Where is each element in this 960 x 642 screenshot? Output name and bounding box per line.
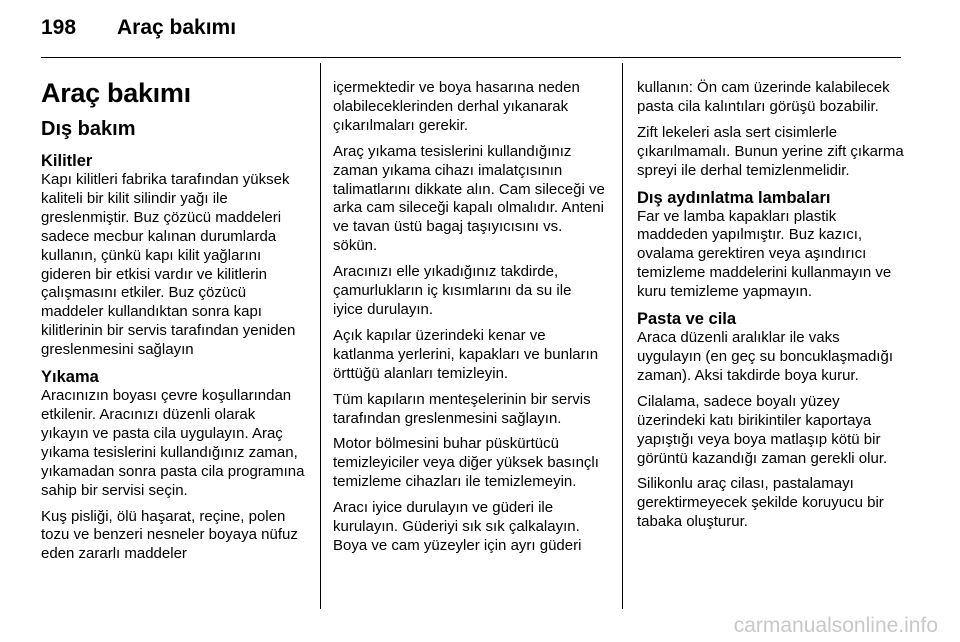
paragraph-col2-3: Aracınızı elle yıkadığınız takdirde, çamurlukların iç kısımlarını da su ile iyice durulayın. [333, 263, 572, 318]
paragraph-polish-3: Silikonlu araç cilası, pastalamayı gerektirmeyecek şekilde koruyucu bir tabaka oluşturur. [637, 475, 884, 531]
header-rule [41, 57, 901, 58]
paragraph-col2-2: Araç yıkama tesislerini kullandığınız zaman yıkama cihazı imalatçısının talimatlarını dikkate alın. Cam sileceği ve arka cam sileceği kapalı olmalıdır. Anteni ve tavan üstü bagaj taşıyıcısını vs. sökün. [333, 142, 605, 255]
column-1 [41, 63, 306, 571]
paragraph-lamps: Far ve lamba kapakları plastik maddeden yapılmıştır. Buz kazıcı, ovalama gerektiren veya aşındırıcı temizleme maddelerini kullanmayın ve kuru temizleme yapmayın. [637, 207, 892, 301]
section-title: Dış bakım [41, 118, 136, 140]
column-divider-2 [622, 63, 623, 609]
chapter-title: Araç bakımı [41, 78, 191, 108]
paragraph-col3-1: kullanın: Ön cam üzerinde kalabilecek pasta cila kalıntıları görüşü bozabilir. [637, 79, 890, 115]
column-2 [333, 63, 605, 563]
watermark: carmanualsonline.info [733, 614, 938, 637]
paragraph-yikama-1: Aracınızın boyası çevre koşullarından etkilenir. Aracınızı düzenli olarak yıkayın ve pasta cila uygulayın. Araç yıkama tesislerini kullandığınız zaman, yıkamadan sonra pasta cila programına sahip bir servisi seçin. [41, 387, 305, 499]
paragraph-col2-1: içermektedir ve boya hasarına neden olabileceklerinden derhal yıkanarak çıkarılmaları gerekir. [333, 79, 580, 134]
running-title: Araç bakımı [117, 16, 237, 39]
heading-kilitler: Kilitler [41, 152, 93, 170]
paragraph-polish-2: Cilalama, sadece boyalı yüzey üzerindeki katı birikintiler kaportaya yapıştığı veya boya matlaşıp kötü bir görüntü kazandığı zaman gerekli olur. [637, 392, 888, 467]
paragraph-col2-7: Aracı iyice durulayın ve güderi ile kurulayın. Güderiyi sık sık çalkalayın. Boya ve cam yüzeyler için ayrı güderi [333, 499, 582, 554]
paragraph-col2-5: Tüm kapıların menteşelerinin bir servis tarafından greslenmesini sağlayın. [333, 390, 591, 427]
paragraph-col3-2: Zift lekeleri asla sert cisimlerle çıkarılmamalı. Bunun yerine zift çıkarma spreyi ile derhal temizlenmelidir. [637, 123, 904, 179]
paragraph-yikama-2: Kuş pisliği, ölü haşarat, reçine, polen tozu ve benzeri nesneler boyaya nüfuz eden zararlı maddeler [41, 507, 298, 563]
paragraph-col2-4: Açık kapılar üzerindeki kenar ve katlanma yerlerini, kapakları ve bunların örttüğü alanları temizleyin. [333, 326, 599, 382]
column-3 [637, 63, 907, 539]
page-number: 198 [41, 16, 77, 39]
paragraph-kilitler: Kapı kilitleri fabrika tarafından yüksek kaliteli bir kilit silindir yağı ile greslenmiştir. Buz çözücü maddeleri sadece mecbur kalınan durumlarda kullanın, çünkü kapı kilit yağlarını gideren bir etkisi vardır ve kilitlerin çalışmasını etkiler. Buz çözücü maddeler kullandıktan sonra kapı kilitlerinin bir servis tarafından yeniden greslenmesini sağlayın [41, 171, 296, 359]
heading-polish: Pasta ve cila [637, 310, 737, 329]
heading-lamps: Dış aydınlatma lambaları [637, 188, 831, 207]
heading-yikama: Yıkama [41, 368, 99, 387]
page-header [41, 16, 921, 48]
column-divider-1 [320, 63, 321, 609]
paragraph-col2-6: Motor bölmesini buhar püskürtücü temizleyiciler veya diğer yüksek basınçlı temizleme cihazları ile temizlemeyin. [333, 435, 599, 491]
paragraph-polish-1: Araca düzenli aralıklar ile vaks uygulayın (en geç su boncuklaşmadığı zaman). Aksi takdirde boya kurur. [637, 329, 893, 384]
